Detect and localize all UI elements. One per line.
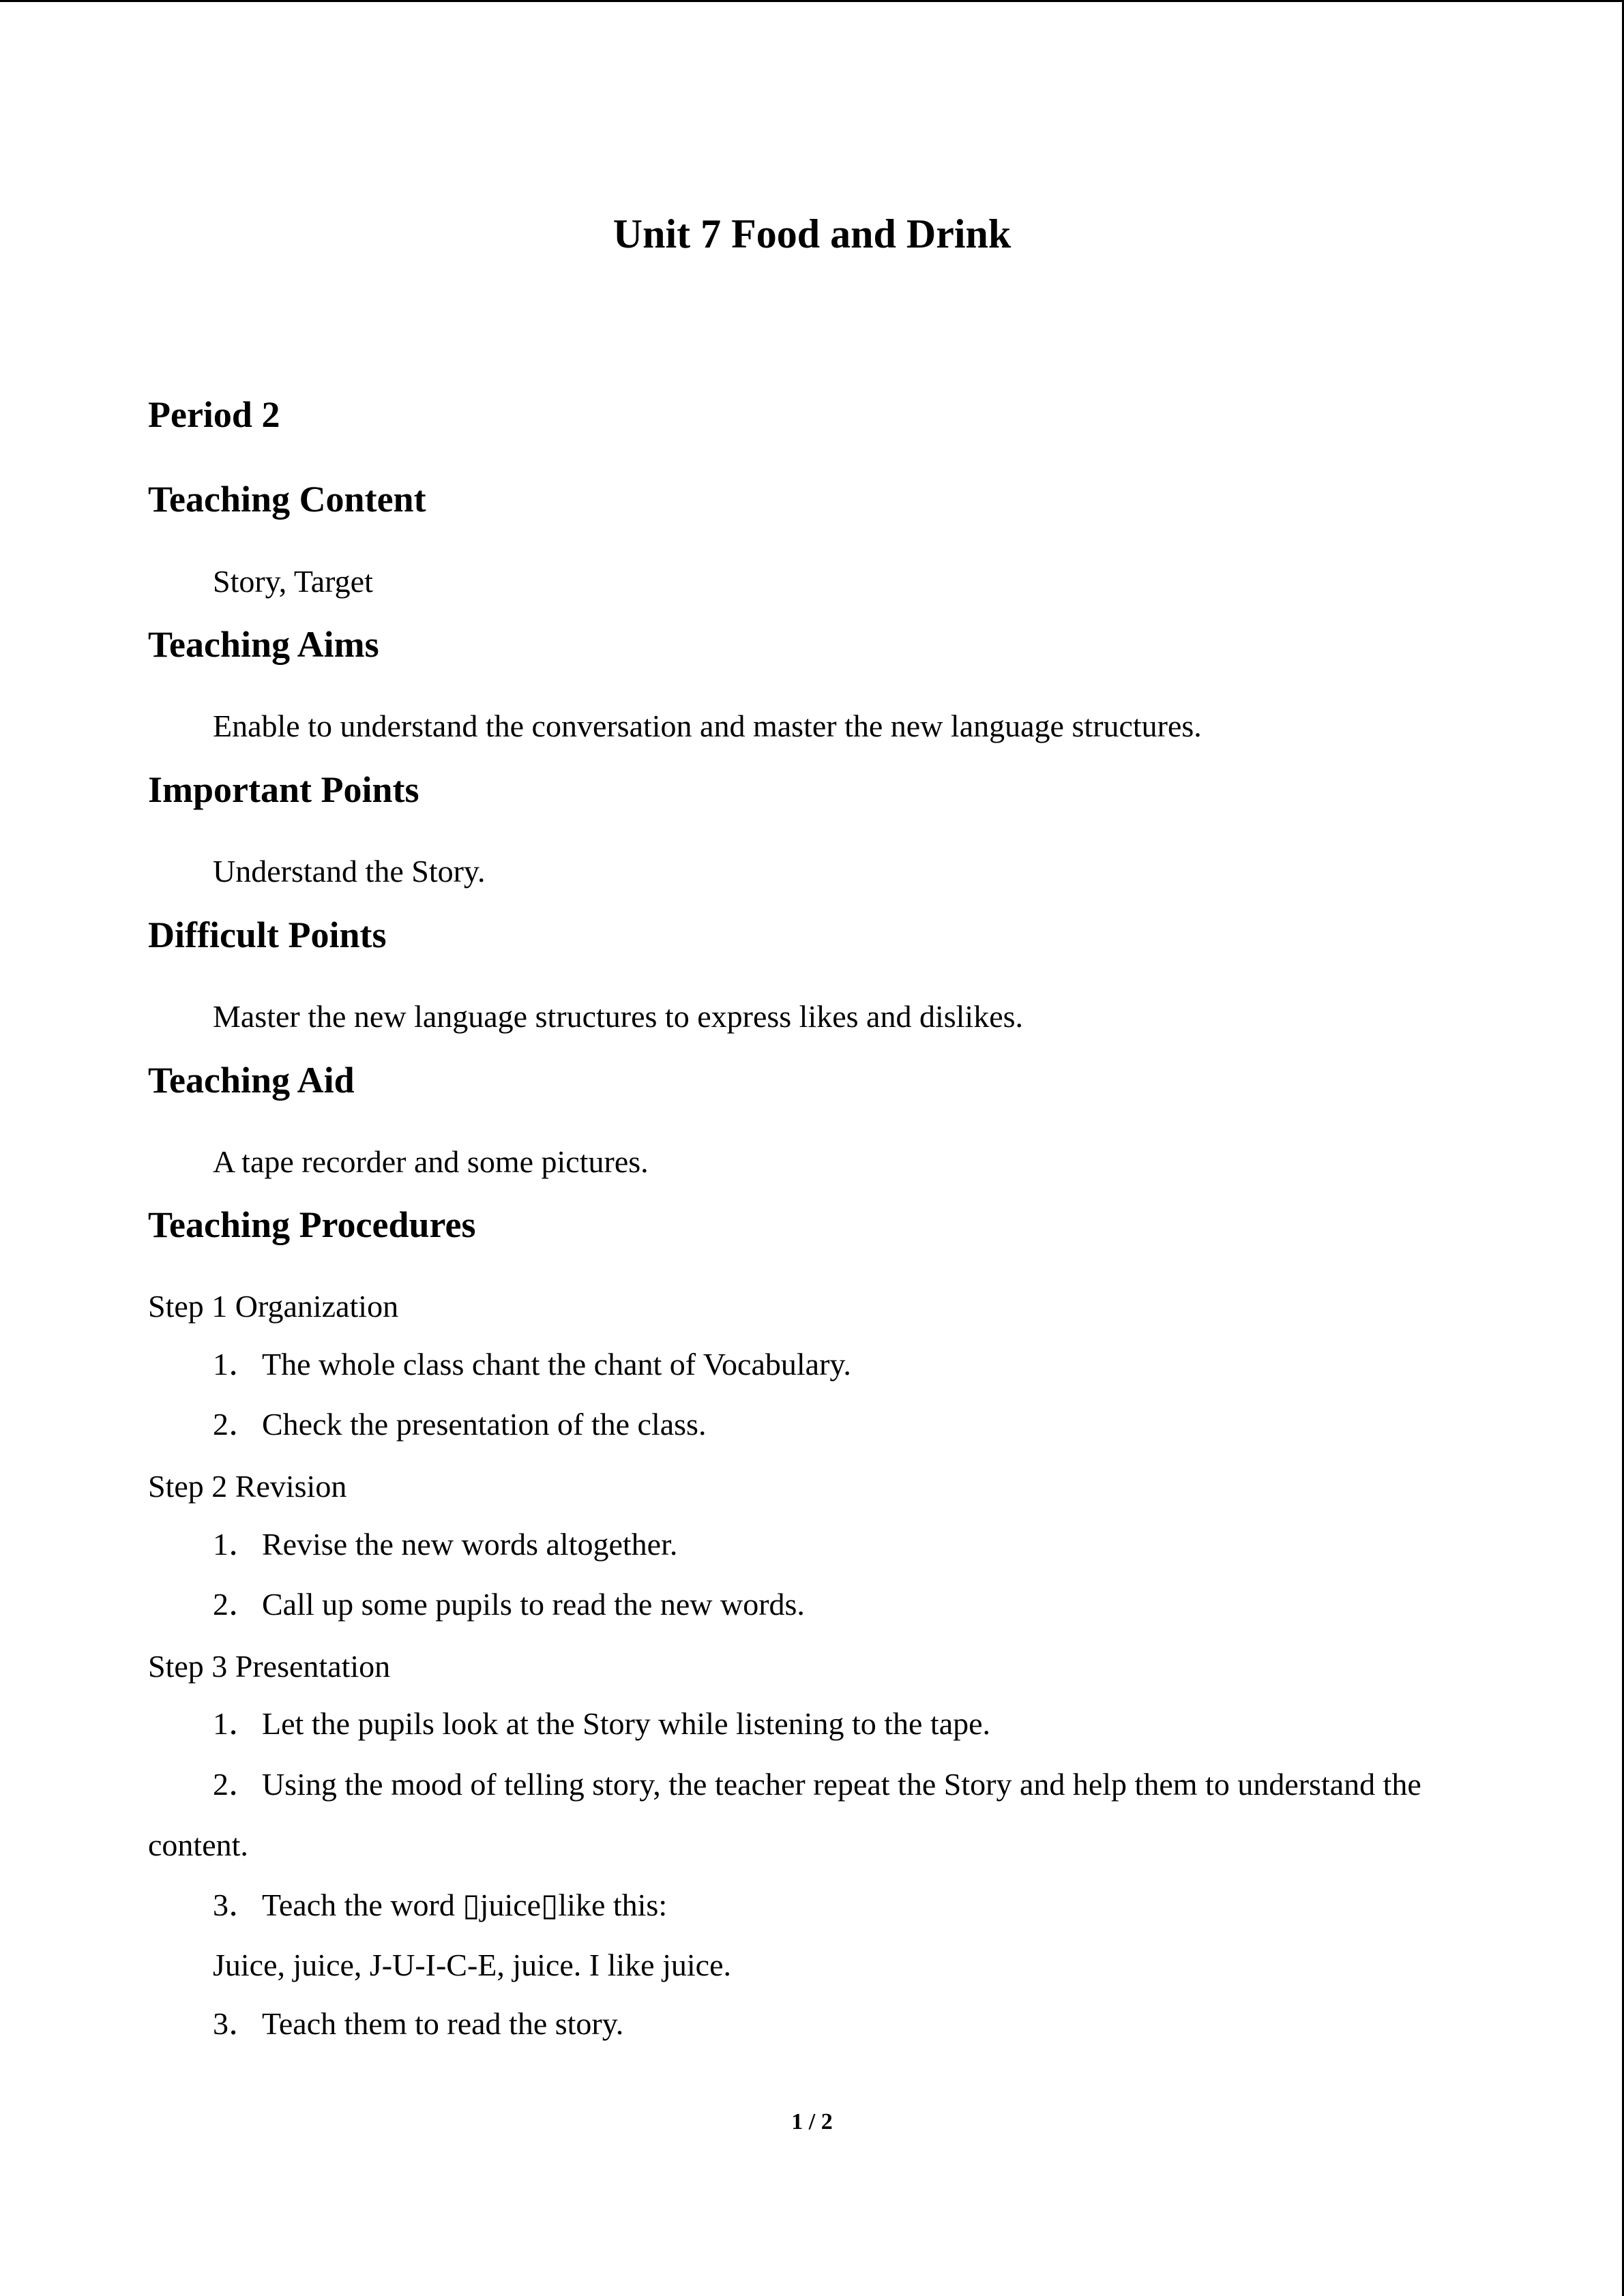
list-item-text: Revise the new words altogether. <box>262 1527 678 1562</box>
list-item-text: Teach them to read the story. <box>262 2006 624 2041</box>
list-item-number: 2． <box>213 1407 260 1442</box>
teaching-procedures-heading: Teaching Procedures <box>148 1204 476 1245</box>
step-2-title: Step 2 Revision <box>148 1469 347 1504</box>
list-item-text: Check the presentation of the class. <box>262 1407 707 1442</box>
list-item-number: 1． <box>213 1706 260 1741</box>
list-item-number: 1． <box>213 1347 260 1382</box>
list-item-text: The whole class chant the chant of Vocabulary. <box>262 1347 851 1382</box>
list-item-continuation: content. <box>148 1828 248 1862</box>
teaching-aims-heading: Teaching Aims <box>148 624 379 665</box>
list-item <box>213 1409 706 1440</box>
list-item-text: Call up some pupils to read the new words. <box>262 1587 805 1622</box>
list-item-number: 3． <box>213 2006 260 2041</box>
list-item-number: 3． <box>213 1888 260 1922</box>
list-item <box>213 1529 677 1560</box>
list-item-number: 1． <box>213 1527 260 1562</box>
list-item-text: Teach the word ▯juice▯like this: <box>262 1888 668 1922</box>
list-item <box>213 1708 990 1740</box>
list-item <box>213 1769 1421 1800</box>
teaching-content-heading: Teaching Content <box>148 479 426 520</box>
difficult-points-text: Master the new language structures to express likes and dislikes. <box>213 999 1024 1034</box>
teaching-aid-text: A tape recorder and some pictures. <box>213 1144 649 1179</box>
list-item <box>213 1589 805 1620</box>
period-heading: Period 2 <box>148 394 280 435</box>
page-number: 1 / 2 <box>791 2109 833 2134</box>
list-item-number: 2． <box>213 1767 260 1802</box>
list-item-text: Let the pupils look at the Story while listening to the tape. <box>262 1706 991 1741</box>
teaching-aims-text: Enable to understand the conversation and master the new language structures. <box>213 709 1202 743</box>
difficult-points-heading: Difficult Points <box>148 914 387 955</box>
list-item <box>213 1349 851 1380</box>
list-item <box>213 2008 623 2040</box>
important-points-text: Understand the Story. <box>213 854 486 889</box>
list-item-number: 2． <box>213 1587 260 1622</box>
teaching-content-text: Story, Target <box>213 564 373 599</box>
teaching-aid-heading: Teaching Aid <box>148 1060 355 1101</box>
important-points-heading: Important Points <box>148 769 419 810</box>
example-chant-line: Juice, juice, J-U-I-C-E, juice. I like juice. <box>213 1948 731 1982</box>
document-title: Unit 7 Food and Drink <box>612 211 1012 256</box>
step-1-title: Step 1 Organization <box>148 1289 399 1324</box>
step-3-title: Step 3 Presentation <box>148 1649 391 1684</box>
list-item <box>213 1890 667 1921</box>
list-item-text: Using the mood of telling story, the teacher repeat the Story and help them to understand the <box>262 1767 1421 1802</box>
